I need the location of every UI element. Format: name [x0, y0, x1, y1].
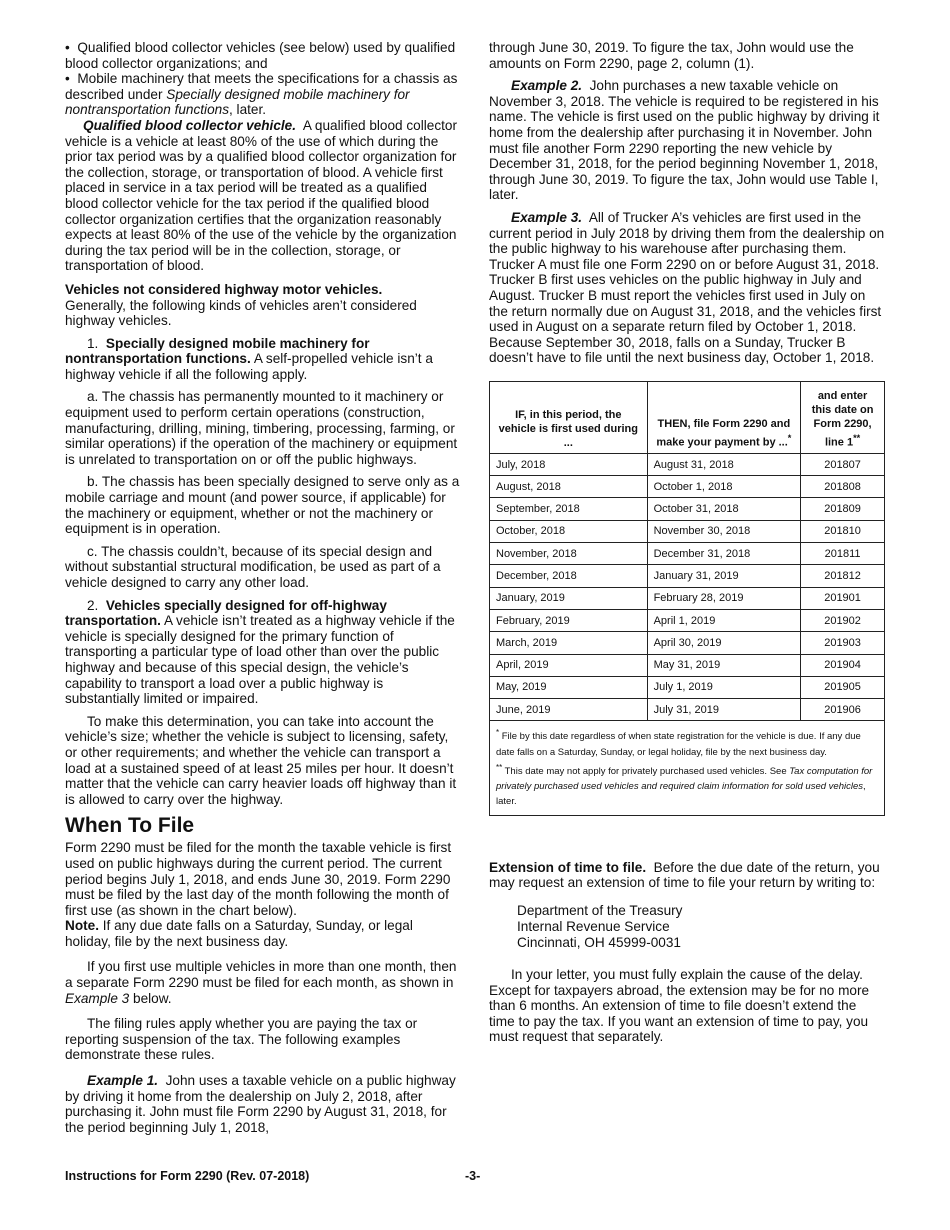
table-row — [490, 565, 885, 587]
multiple-vehicles-paragraph: If you first use multiple vehicles in more than one month, then a separate Form 2290 must be filed for each month, as shown in Example 3 below. — [65, 959, 457, 1006]
cell-first-used-month: January, 2019 — [490, 587, 648, 609]
cell-line-1-date: 201902 — [801, 609, 885, 631]
cell-first-used-month: November, 2018 — [490, 543, 648, 565]
cell-line-1-date: 201901 — [801, 587, 885, 609]
column-header-first-used: IF, in this period, the vehicle is first used during ... — [490, 381, 648, 453]
cell-line-1-date: 201812 — [801, 565, 885, 587]
address-line: Internal Revenue Service — [517, 918, 670, 934]
cell-first-used-month: October, 2018 — [490, 520, 648, 542]
column-header-line-1-date: and enter this date on Form 2290, line 1** — [801, 381, 885, 453]
table-footnotes-row — [490, 721, 885, 815]
table-row — [490, 609, 885, 631]
cell-line-1-date: 201809 — [801, 498, 885, 520]
note-label: Note. — [65, 918, 99, 934]
cell-line-1-date: 201811 — [801, 543, 885, 565]
cell-first-used-month: May, 2019 — [490, 676, 648, 698]
cell-due-date: February 28, 2019 — [647, 587, 801, 609]
column-header-file-by: THEN, file Form 2290 and make your payment by ...* — [647, 381, 801, 453]
item-1c: c. The chassis couldn’t, because of its special design and without substantial structural modification, be used as part of a vehicle designed to carry any other load. — [65, 543, 441, 590]
footnote-1: * File by this date regardless of when state registration for the vehicle is due. If any due date falls on a Saturday, Sunday, or legal holiday, file by the next business day. — [496, 728, 861, 758]
page-number: -3- — [465, 1169, 481, 1183]
table-row — [490, 543, 885, 565]
cell-first-used-month: April, 2019 — [490, 654, 648, 676]
address-line: Cincinnati, OH 45999-0031 — [517, 934, 681, 950]
address-line: Department of the Treasury — [517, 902, 683, 918]
cell-line-1-date: 201906 — [801, 699, 885, 721]
cell-first-used-month: July, 2018 — [490, 453, 648, 475]
item-1b: b. The chassis has been specially designed to serve only as a mobile carriage and mount (and power source, if applicable) for the machinery or equipment, whether or not the machinery or equipment is in operation. — [65, 474, 460, 537]
table-row — [490, 587, 885, 609]
item-1a: a. The chassis has permanently mounted to it machinery or equipment used to perform certain operations (construction, manufacturing, drilling, mining, timbering, processing, farming, or similar operations) if the operation of the machinery or equipment is unrelated to transportation on or off the public highways. — [65, 389, 458, 467]
example-1-continued: through June 30, 2019. To figure the tax, John would use the amounts on Form 2290, page 2, column (1). — [489, 40, 854, 71]
cell-line-1-date: 201904 — [801, 654, 885, 676]
table-body — [490, 453, 885, 721]
left-column — [65, 40, 460, 1142]
cell-due-date: January 31, 2019 — [647, 565, 801, 587]
cell-due-date: October 31, 2018 — [647, 498, 801, 520]
cell-due-date: November 30, 2018 — [647, 520, 801, 542]
table-header-row — [490, 381, 885, 453]
when-to-file-heading: When To File — [65, 814, 195, 838]
table-row — [490, 676, 885, 698]
example-2-paragraph: Example 2. John purchases a new taxable vehicle on November 3, 2018. The vehicle is required to be registered in his name. The vehicle is first used on the public highway by driving it home from the dealership after purchasing it in November. John must file another Form 2290 reporting the new vehicle by December 31, 2018, for the period beginning November 1, 2018, through June 30, 2019. To figure the tax, John would use Table I, later. — [489, 78, 880, 203]
cell-due-date: July 1, 2019 — [647, 676, 801, 698]
vehicles-not-considered-paragraph: Vehicles not considered highway motor vehicles. Generally, the following kinds of vehicles aren’t considered highway vehicles. — [65, 281, 417, 329]
mailing-address — [489, 903, 885, 951]
table-row — [490, 654, 885, 676]
cell-line-1-date: 201903 — [801, 632, 885, 654]
qualified-blood-collector-paragraph: Qualified blood collector vehicle. A qualified blood collector vehicle is a vehicle at least 80% of the use of which during the prior tax period was by a qualified blood collector organization for the collection, storage, or transportation of blood. A vehicle first placed in service in a tax period will be treated as a qualified blood collector vehicle for the tax period if the qualified blood collector organization certifies that the organization reasonably expects at least 80% of the use of the vehicle by the organization during the tax period will be in the collection, storage, or transportation of blood. — [65, 117, 457, 274]
table-row — [490, 453, 885, 475]
cell-line-1-date: 201810 — [801, 520, 885, 542]
cell-first-used-month: December, 2018 — [490, 565, 648, 587]
cell-line-1-date: 201807 — [801, 453, 885, 475]
cell-due-date: May 31, 2019 — [647, 654, 801, 676]
cell-first-used-month: August, 2018 — [490, 476, 648, 498]
cell-first-used-month: September, 2018 — [490, 498, 648, 520]
table-row — [490, 699, 885, 721]
example-3-paragraph: Example 3. All of Trucker A’s vehicles are first used in the current period in July 2018 by driving them from the dealership on the public highway to his warehouse after purchasing them. Trucker A must file one Form 2290 on or before August 31, 2018. Trucker B first uses vehicles on the public highway in July and August. Trucker B must report the vehicles first used in July on the return normally due on August 31, 2018, and the vehicles first used in August on a separate return filed by October 1, 2018. Because September 30, 2018, falls on a Sunday, Trucker B doesn’t have to file until the next business day, October 1, 2018. — [489, 209, 885, 366]
when-to-file-paragraph: Form 2290 must be filed for the month the taxable vehicle is first used on public highways during the current period. The current period begins July 1, 2018, and ends June 30, 2019. Form 2290 must be filed by the last day of the month following the month of first use (as shown in the chart below). Note. If any due date falls on a Saturday, Sunday, or legal holiday, file by the next business day. — [65, 840, 452, 949]
extension-paragraph: Extension of time to file. Before the due date of the return, you may request an extension of time to file your return by writing to: — [489, 859, 880, 891]
bullet-item: • Qualified blood collector vehicles (see below) used by qualified blood collector organizations; and — [65, 40, 456, 71]
cell-due-date: December 31, 2018 — [647, 543, 801, 565]
form-title: Instructions for Form 2290 (Rev. 07-2018) — [65, 1169, 310, 1183]
extension-heading: Extension of time to file. — [489, 859, 647, 875]
cell-line-1-date: 201905 — [801, 676, 885, 698]
right-column — [489, 40, 885, 1052]
cell-due-date: April 1, 2019 — [647, 609, 801, 631]
table-row — [490, 498, 885, 520]
cell-due-date: August 31, 2018 — [647, 453, 801, 475]
cell-first-used-month: February, 2019 — [490, 609, 648, 631]
example-1-paragraph: Example 1. John uses a taxable vehicle on a public highway by driving it home from the dealership on July 2, 2018, after purchasing it. John must file Form 2290 by August 31, 2018, for the period beginning July 1, 2018, — [65, 1073, 456, 1135]
table-footnotes — [490, 721, 885, 815]
filing-rules-paragraph: The filing rules apply whether you are paying the tax or reporting suspension of the tax. The following examples demonstrate these rules. — [65, 1016, 418, 1063]
bullet-item: • Mobile machinery that meets the specifications for a chassis as described under Specially designed mobile machinery for nontransportation functions, later. — [65, 71, 458, 118]
table-row — [490, 520, 885, 542]
table-row — [490, 476, 885, 498]
cell-first-used-month: March, 2019 — [490, 632, 648, 654]
cell-first-used-month: June, 2019 — [490, 699, 648, 721]
filing-dates-table — [489, 381, 885, 816]
footnote-2: ** This date may not apply for privately purchased used vehicles. See Tax computation for privately purchased used vehicles and required claim information for sold used vehicles, later. — [496, 762, 873, 807]
item-1: 1. Specially designed mobile machinery for nontransportation functions. A self-propelled vehicle isn’t a highway vehicle if all the following apply. — [65, 335, 433, 382]
determination-paragraph: To make this determination, you can take into account the vehicle’s size; whether the vehicle is subject to licensing, safety, or other requirements; and whether the vehicle can transport a load at a sustained speed of at least 25 miles per hour. It doesn’t matter that the vehicle can carry heavier loads off highway than it is allowed to carry over the highway. — [65, 713, 457, 807]
cell-due-date: July 31, 2019 — [647, 699, 801, 721]
item-2: 2. Vehicles specially designed for off-highway transportation. A vehicle isn’t treated as a highway vehicle if the vehicle is specially designed for the primary function of transporting a particular type of load other than over the public highway and because of this special design, the vehicle’s capability to transport a load over a public highway is substantially limited or impaired. — [65, 597, 455, 707]
cell-due-date: October 1, 2018 — [647, 476, 801, 498]
cell-line-1-date: 201808 — [801, 476, 885, 498]
cell-due-date: April 30, 2019 — [647, 632, 801, 654]
letter-paragraph: In your letter, you must fully explain the cause of the delay. Except for taxpayers abroad, the extension may be for no more than 6 months. An extension of time to file doesn’t extend the time to pay the tax. If you want an extension of time to pay, you must request that separately. — [489, 966, 870, 1045]
qualified-blood-collector-heading: Qualified blood collector vehicle. — [83, 117, 297, 133]
vehicles-not-considered-heading: Vehicles not considered highway motor vehicles. — [65, 281, 383, 297]
table-row — [490, 632, 885, 654]
